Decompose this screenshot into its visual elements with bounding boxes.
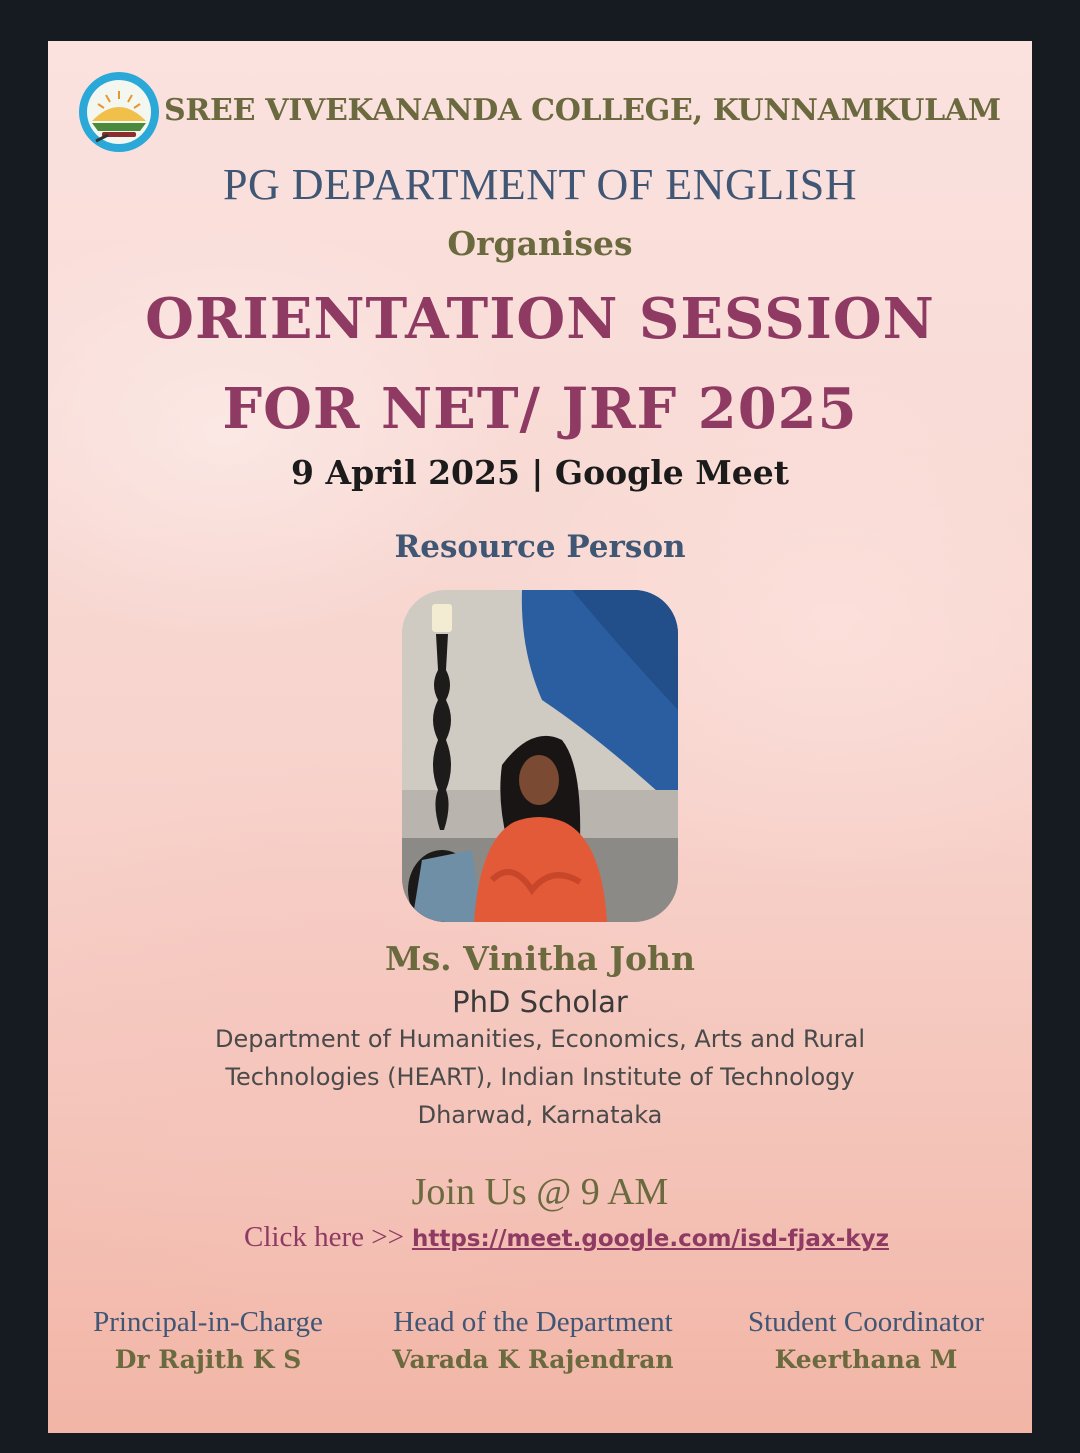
signatory-role: Head of the Department: [393, 1306, 673, 1338]
signatory-role: Student Coordinator: [747, 1306, 984, 1338]
signatory-principal: [70, 1306, 346, 1374]
speaker-affiliation-line-3: Dharwad, Karnataka: [417, 1101, 663, 1129]
signatory-name: Varada K Rajendran: [392, 1345, 674, 1374]
google-meet-link[interactable]: https://meet.google.com/isd-fjax-kyz: [411, 1226, 889, 1252]
speaker-name: Ms. Vinitha John: [385, 939, 695, 978]
speaker-affiliation-line-2: Technologies (HEART), Indian Institute of Technology: [225, 1063, 855, 1091]
signatory-student-coordinator: [716, 1306, 1016, 1374]
signatory-role: Principal-in-Charge: [93, 1306, 323, 1338]
speaker-role: PhD Scholar: [452, 985, 628, 1019]
department-name: PG DEPARTMENT OF ENGLISH: [223, 160, 857, 209]
speaker-photo: [402, 590, 678, 922]
event-title-line-1: ORIENTATION SESSION: [145, 286, 935, 352]
resource-person-heading: Resource Person: [394, 529, 686, 565]
college-emblem-icon: [78, 71, 160, 153]
click-here-label: Click here >>: [244, 1221, 404, 1253]
signatory-name: Keerthana M: [774, 1345, 958, 1374]
event-date-venue: 9 April 2025 | Google Meet: [291, 453, 789, 492]
speaker-affiliation-line-1: Department of Humanities, Economics, Arts and Rural: [214, 1025, 866, 1053]
signatory-head-of-department: [360, 1306, 706, 1374]
event-title-line-2: FOR NET/ JRF 2025: [222, 376, 858, 442]
event-poster: [48, 41, 1032, 1433]
signatory-name: Dr Rajith K S: [114, 1345, 302, 1374]
organises-label: Organises: [447, 224, 633, 263]
college-name: SREE VIVEKANANDA COLLEGE, KUNNAMKULAM: [164, 93, 1001, 128]
meet-link-line: [244, 1221, 889, 1254]
join-time: Join Us @ 9 AM: [411, 1171, 669, 1213]
